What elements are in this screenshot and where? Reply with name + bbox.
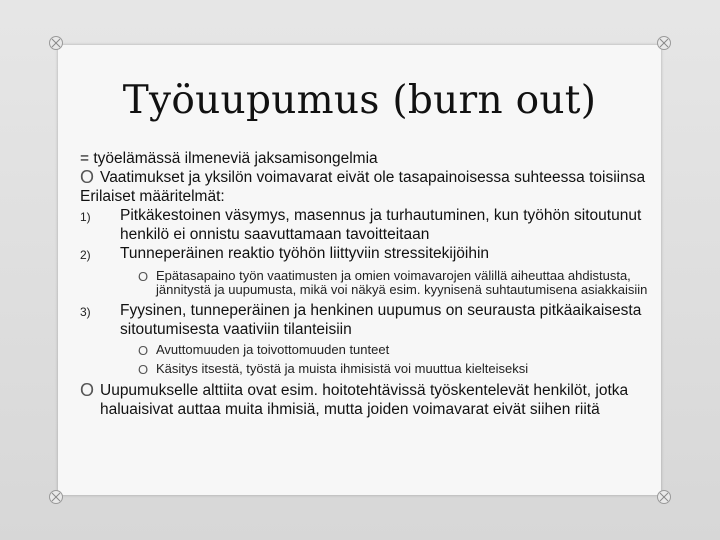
slide-title: Työuupumus (burn out) [122, 78, 597, 123]
bullet-icon: O [138, 362, 149, 377]
numbered-item: 3) Fyysinen, tunneperäinen ja henkinen uupumus on seurausta pitkäaikaisesta sitoutumisesta vaativiin tilanteisiin [80, 302, 642, 338]
sub-bullet-item: O Epätasapaino työn vaatimusten ja omien voimavarojen välillä aiheuttaa ahdistusta, jännitystä ja uupumusta, mikä voi näkyä esim. kyynisenä suhtautumisena asiakkaisiin [138, 268, 648, 297]
numbered-item: 2) Tunneperäinen reaktio työhön liittyviin stressitekijöihin [80, 245, 490, 262]
pushpin-icon [656, 489, 672, 505]
text-line: Erilaiset määritelmät: [80, 188, 225, 205]
bullet-item: O Uupumukselle alttiita ovat esim. hoitotehtävissä työskentelevät henkilöt, jotka haluaisivat auttaa muita ihmisiä, mutta joiden voimavarat eivät siihen riitä [80, 380, 629, 418]
bullet-icon: O [80, 167, 95, 187]
bullet-item: O Vaatimukset ja yksilön voimavarat eivät ole tasapainoisessa suhteessa toisiinsa [80, 167, 646, 187]
numbered-item: 1) Pitkäkestoinen väsymys, masennus ja turhautuminen, kun työhön sitoutunut henkilö ei onnistu saavuttamaan tavoitteitaan [80, 207, 642, 243]
bullet-icon: O [138, 343, 149, 358]
pushpin-icon [48, 489, 64, 505]
bullet-icon: O [138, 269, 149, 284]
pushpin-icon [48, 35, 64, 51]
text-line: = työelämässä ilmeneviä jaksamisongelmia [80, 150, 378, 167]
sub-bullet-item: O Avuttomuuden ja toivottomuuden tunteet [138, 342, 390, 358]
slide-content [80, 149, 655, 419]
pushpin-icon [656, 35, 672, 51]
sub-bullet-item: O Käsitys itsestä, työstä ja muista ihmisistä voi muuttua kielteiseksi [138, 361, 529, 377]
bullet-icon: O [80, 380, 95, 400]
